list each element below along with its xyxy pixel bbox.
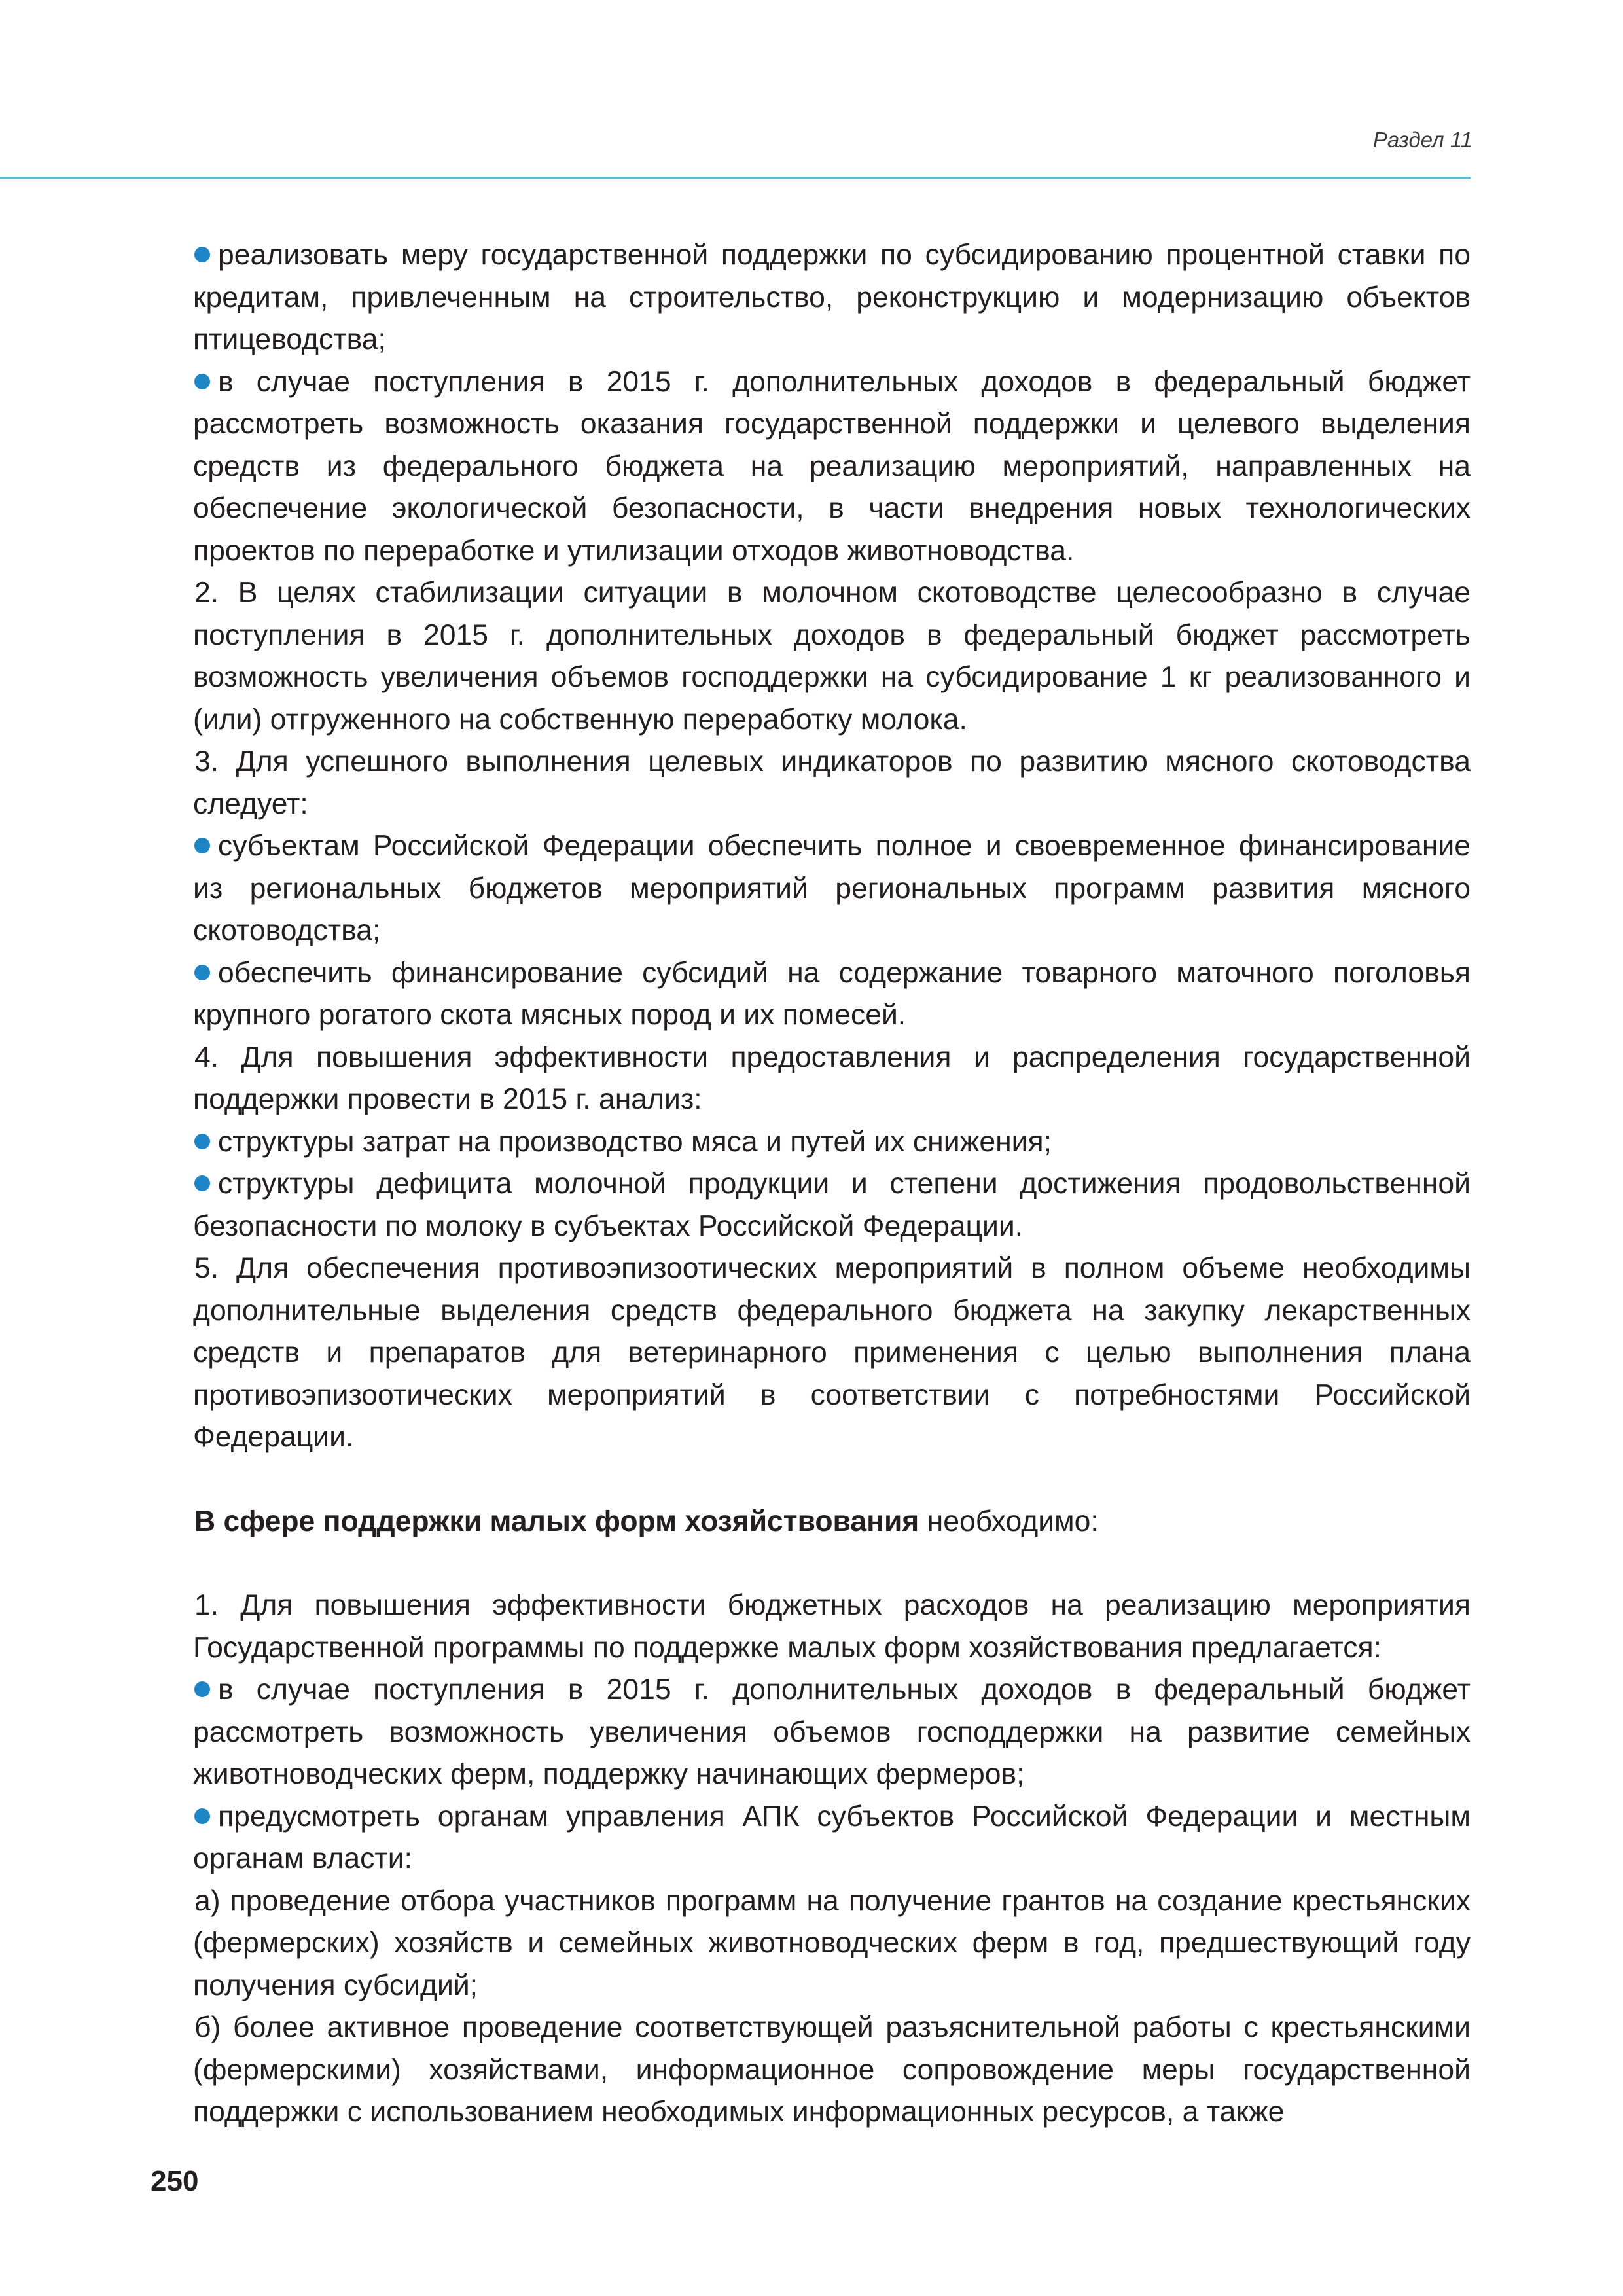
bullet-item xyxy=(193,1163,1471,1247)
page-number: 250 xyxy=(151,2165,199,2197)
section-label: Раздел 11 xyxy=(1372,128,1472,152)
bullet-text: в случае поступления в 2015 г. дополнительных доходов в федеральный бюджет рассмотреть возможность увеличения объемов господдержки на развитие семейных животноводческих ферм, поддержку начинающих фермеров; xyxy=(193,1674,1471,1790)
bullet-dot-icon xyxy=(194,965,210,980)
numbered-paragraph: 5. Для обеспечения противоэпизоотических мероприятий в полном объеме необходимы дополнительные выделения средств федерального бюджета на закупку лекарственных средств и препаратов для ветеринарного применения с целью выполнения плана противоэпизоотических мероприятий в соответствии с потребностями Российской Федерации. xyxy=(193,1252,1471,1453)
bullet-text: структуры затрат на производство мяса и путей их снижения; xyxy=(218,1125,1052,1158)
bullet-item xyxy=(193,825,1471,952)
numbered-paragraph: 3. Для успешного выполнения целевых индикаторов по развитию мясного скотоводства следует: xyxy=(193,745,1471,820)
bullet-item xyxy=(193,1121,1471,1164)
bullet-dot-icon xyxy=(194,838,210,853)
numbered-paragraph: 2. В целях стабилизации ситуации в молочном скотоводстве целесообразно в случае поступления в 2015 г. дополнительных доходов в федеральный бюджет рассмотреть возможность увеличения объемов господдержки на субсидирование 1 кг реализованного и (или) отгруженного на собственную переработку молока. xyxy=(193,577,1471,736)
bullet-text: предусмотреть органам управления АПК субъектов Российской Федерации и местным органам власти: xyxy=(193,1800,1471,1874)
numbered-paragraph: 1. Для повышения эффективности бюджетных расходов на реализацию мероприятия Государственной программы по поддержке малых форм хозяйствования предлагается: xyxy=(193,1589,1471,1664)
bullet-item xyxy=(193,1796,1471,1880)
bullet-dot-icon xyxy=(194,1808,210,1824)
bullet-item xyxy=(193,952,1471,1037)
bullet-item xyxy=(193,1669,1471,1796)
bullet-text: структуры дефицита молочной продукции и степени достижения продовольственной безопасности по молоку в субъектах Российской Федерации. xyxy=(193,1168,1471,1242)
lettered-item: а) проведение отбора участников программ на получение грантов на создание крестьянских (фермерских) хозяйств и семейных животноводческих ферм в год, предшествующий году получения субсидий; xyxy=(193,1884,1471,2001)
lettered-item: б) более активное проведение соответствующей разъяснительной работы с крестьянскими (фермерскими) хозяйствами, информационное сопровождение меры государственной поддержки с использованием необходимых информационных ресурсов, а также xyxy=(193,2011,1471,2128)
bullet-item xyxy=(193,234,1471,361)
bullet-dot-icon xyxy=(194,1175,210,1191)
bullet-text: субъектам Российской Федерации обеспечить полное и своевременное финансирование из региональных бюджетов мероприятий региональных программ развития мясного скотоводства; xyxy=(193,830,1471,946)
numbered-paragraph: 4. Для повышения эффективности предоставления и распределения государственной поддержки провести в 2015 г. анализ: xyxy=(193,1041,1471,1115)
bullet-dot-icon xyxy=(194,247,210,262)
section-heading-rest: необходимо: xyxy=(919,1505,1099,1537)
document-body xyxy=(193,234,1471,2134)
section-heading xyxy=(193,1501,1471,1543)
header-divider xyxy=(0,177,1471,179)
bullet-text: обеспечить финансирование субсидий на содержание товарного маточного поголовья крупного рогатого скота мясных пород и их помесей. xyxy=(193,956,1471,1031)
bullet-text: реализовать меру государственной поддержки по субсидированию процентной ставки по кредитам, привлеченным на строительство, реконструкцию и модернизацию объектов птицеводства; xyxy=(193,239,1471,355)
bullet-item xyxy=(193,361,1471,573)
bullet-text: в случае поступления в 2015 г. дополнительных доходов в федеральный бюджет рассмотреть возможность оказания государственной поддержки и целевого выделения средств из федерального бюджета на реализацию мероприятий, направленных на обеспечение экологической безопасности, в части внедрения новых технологических проектов по переработке и утилизации отходов животноводства. xyxy=(193,365,1471,567)
section-heading-bold: В сфере поддержки малых форм хозяйствования xyxy=(194,1505,919,1537)
bullet-dot-icon xyxy=(194,374,210,389)
bullet-dot-icon xyxy=(194,1681,210,1697)
bullet-dot-icon xyxy=(194,1134,210,1149)
